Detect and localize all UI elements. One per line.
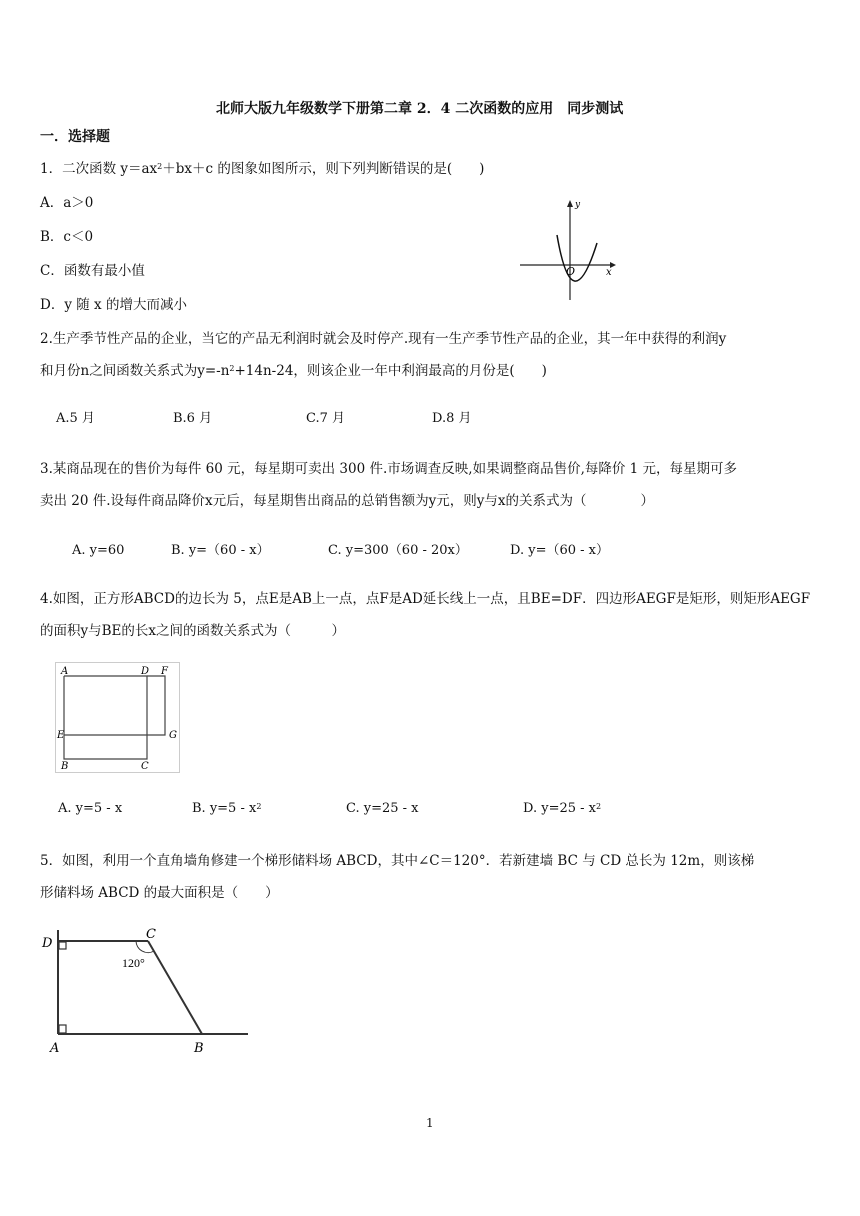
q3-option-c: C. y=300（60 - 20x） [328, 543, 468, 558]
q4-fig-a: A [61, 666, 69, 677]
q5-fig-b: B [194, 1041, 204, 1056]
q3-option-a: A. y=60 [72, 543, 125, 558]
q2-option-a: A.5 月 [56, 411, 95, 426]
q1-option-c: C．函数有最小值 [40, 263, 145, 279]
section-heading: 一．选择题 [40, 129, 110, 145]
q1-option-d: D．y 随 x 的增大而减小 [40, 297, 187, 313]
q4-fig-f: F [161, 666, 168, 677]
q1-option-b: B．c＜0 [40, 229, 94, 245]
q4-option-c: C. y=25 - x [346, 801, 419, 816]
q4-fig-b: B [61, 761, 69, 772]
q1-fig-x: x [606, 267, 612, 278]
q2-line2: 和月份n之间函数关系式为$y=-n^2+14n-24$，则该企业一年中利润最高的月份是( ) [40, 363, 547, 379]
q5-fig-c: C [146, 927, 156, 942]
q2-option-c: C.7 月 [306, 411, 346, 426]
q1-parabola-figure [515, 195, 620, 305]
q5-fig-angle: 120° [122, 956, 145, 970]
q5-line2: 形储料场 ABCD 的最大面积是（ ） [40, 885, 279, 901]
q5-fig-a: A [50, 1041, 60, 1056]
q4-line1: 4.如图，正方形ABCD的边长为 5，点E是AB上一点，点F是AD延长线上一点，且BE=DF．四边形AEGF是矩形，则矩形AEGF [40, 591, 811, 607]
q3-option-b: B. y=（60 - x） [171, 543, 270, 558]
q5-line1: 5．如图，利用一个直角墙角修建一个梯形储料场 ABCD，其中∠C＝120°．若新建墙 BC 与 CD 总长为 12m，则该梯 [40, 853, 755, 869]
q3-line1: 3.某商品现在的售价为每件 60 元，每星期可卖出 300 件.市场调查反映,如果调整商品售价,每降价 1 元，每星期可多 [40, 461, 738, 477]
q4-option-d: D. $y=25 - x^2$ [523, 801, 602, 816]
q4-option-b: B. $y=5 - x^2$ [192, 801, 262, 816]
q1-option-a: A．a＞0 [40, 195, 94, 211]
page-title: 北师大版九年级数学下册第二章 2．4 二次函数的应用 同步测试 [216, 101, 624, 117]
q4-fig-g: G [169, 730, 177, 741]
q4-fig-c: C [141, 761, 149, 772]
q2-option-b: B.6 月 [173, 411, 213, 426]
q2-line1: 2.生产季节性产品的企业，当它的产品无利润时就会及时停产.现有一生产季节性产品的企业，其一年中获得的利润y [40, 331, 727, 347]
q3-line2: 卖出 20 件.设每件商品降价x元后，每星期售出商品的总销售额为y元，则y与x的关系式为（ ） [40, 493, 655, 509]
q4-line2: 的面积y与BE的长x之间的函数关系式为（ ） [40, 623, 346, 639]
page-number: 1 [426, 1116, 434, 1130]
q1-fig-y: y [575, 200, 581, 210]
q2-option-d: D.8 月 [432, 411, 472, 426]
q5-trapezoid-figure [38, 922, 253, 1057]
q4-option-a: A. y=5 - x [58, 801, 123, 816]
q4-rectangle-figure [55, 662, 181, 774]
q4-fig-e: E [57, 730, 65, 741]
q1-fig-o: O [566, 265, 576, 278]
q5-fig-d: D [42, 936, 53, 951]
q4-fig-d: D [141, 666, 150, 677]
q1-stem: 1．二次函数 $y=ax^2+bx+c$ 的图象如图所示，则下列判断错误的是( ) [40, 161, 485, 177]
q3-option-d: D. y=（60 - x） [510, 543, 609, 558]
